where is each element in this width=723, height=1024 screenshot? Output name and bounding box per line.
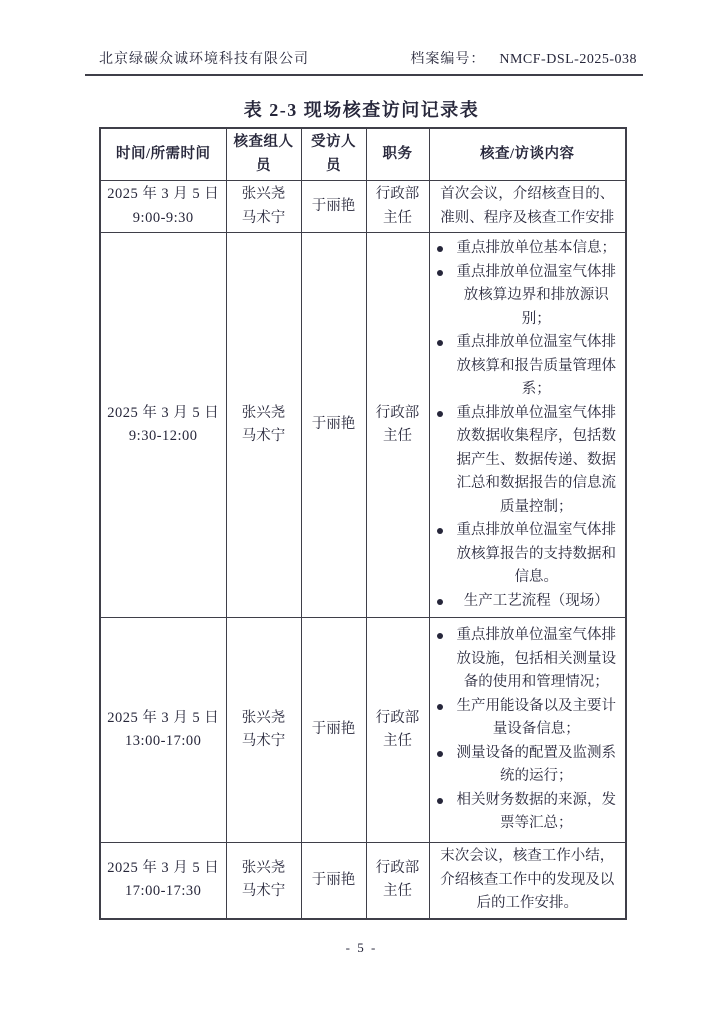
site-visit-record-table <box>99 127 627 920</box>
table-row <box>100 618 626 843</box>
col-header-position: 职务 <box>366 128 429 181</box>
bullet-icon <box>437 528 443 534</box>
col-header-interviewee: 受访人员 <box>301 128 366 181</box>
time-cell: 2025 年 3 月 5 日 17:00-17:30 <box>100 843 226 919</box>
position-cell: 行政部 主任 <box>366 843 429 919</box>
table-row <box>100 181 626 233</box>
archive-number: NMCF-DSL-2025-038 <box>499 52 637 67</box>
table-title: 表 2-3 现场核查访问记录表 <box>243 100 480 120</box>
bullet-icon <box>437 270 443 276</box>
content-cell <box>429 618 626 843</box>
table-row <box>100 843 626 919</box>
col-header-time: 时间/所需时间 <box>100 128 226 181</box>
verifiers-cell: 张兴尧 马术宁 <box>226 843 301 919</box>
time-cell: 2025 年 3 月 5 日 13:00-17:00 <box>100 618 226 843</box>
bullet-item: 生产工艺流程（现场） <box>434 590 622 614</box>
bullet-icon <box>437 798 443 804</box>
position-cell: 行政部 主任 <box>366 181 429 233</box>
content-bullet-list <box>434 237 622 613</box>
bullet-item: 相关财务数据的来源，发票等汇总； <box>434 789 622 836</box>
company-name: 北京绿碳众诚环境科技有限公司 <box>99 52 309 67</box>
position-cell: 行政部 主任 <box>366 618 429 843</box>
interviewee-cell: 于丽艳 <box>301 618 366 843</box>
verifiers-cell: 张兴尧 马术宁 <box>226 181 301 233</box>
bullet-icon <box>437 599 443 605</box>
verifiers-cell: 张兴尧 马术宁 <box>226 233 301 618</box>
time-cell: 2025 年 3 月 5 日 9:00-9:30 <box>100 181 226 233</box>
header-divider <box>85 74 643 76</box>
bullet-icon <box>437 633 443 639</box>
page-number: - 5 - <box>345 940 378 955</box>
position-cell: 行政部 主任 <box>366 233 429 618</box>
content-cell: 首次会议，介绍核查目的、准则、程序及核查工作安排 <box>429 181 626 233</box>
time-cell: 2025 年 3 月 5 日 9:30-12:00 <box>100 233 226 618</box>
bullet-icon <box>437 340 443 346</box>
col-header-verifiers: 核查组人员 <box>226 128 301 181</box>
interviewee-cell: 于丽艳 <box>301 181 366 233</box>
table-row <box>100 233 626 618</box>
interviewee-cell: 于丽艳 <box>301 843 366 919</box>
bullet-item: 重点排放单位温室气体排放核算和报告质量管理体系； <box>434 331 622 402</box>
bullet-icon <box>437 751 443 757</box>
bullet-icon <box>437 246 443 252</box>
interviewee-cell: 于丽艳 <box>301 233 366 618</box>
bullet-item: 测量设备的配置及监测系统的运行； <box>434 742 622 789</box>
content-cell: 末次会议，核查工作小结，介绍核查工作中的发现及以后的工作安排。 <box>429 843 626 919</box>
col-header-content: 核查/访谈内容 <box>429 128 626 181</box>
archive-label: 档案编号： <box>410 52 486 67</box>
content-cell <box>429 233 626 618</box>
bullet-item: 重点排放单位温室气体排放数据收集程序，包括数据产生、数据传递、数据汇总和数据报告的信息流质量控制； <box>434 402 622 520</box>
bullet-item: 重点排放单位基本信息； <box>434 237 622 261</box>
bullet-item: 重点排放单位温室气体排放核算边界和排放源识别； <box>434 261 622 332</box>
bullet-item: 重点排放单位温室气体排放核算报告的支持数据和信息。 <box>434 519 622 590</box>
document-header <box>99 48 637 68</box>
content-bullet-list <box>434 624 622 836</box>
bullet-item: 生产用能设备以及主要计量设备信息； <box>434 695 622 742</box>
bullet-icon <box>437 704 443 710</box>
bullet-icon <box>437 411 443 417</box>
archive-number-field <box>410 48 637 68</box>
table-header-row <box>100 128 626 181</box>
bullet-item: 重点排放单位温室气体排放设施，包括相关测量设备的使用和管理情况； <box>434 624 622 695</box>
verifiers-cell: 张兴尧 马术宁 <box>226 618 301 843</box>
